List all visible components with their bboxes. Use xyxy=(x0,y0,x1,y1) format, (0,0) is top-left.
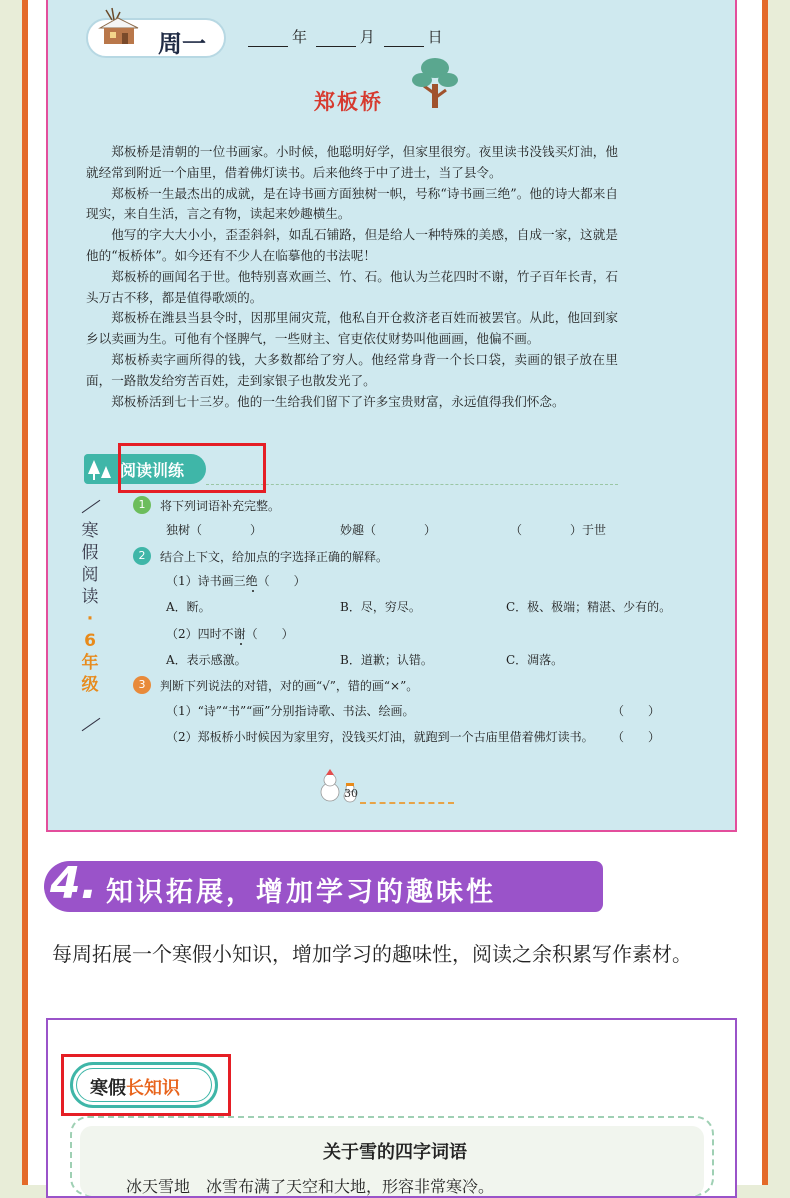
dotted-char: 绝 xyxy=(245,574,258,588)
fill-blank: 独树（ ） xyxy=(166,523,263,537)
paragraph: 他写的字大大小小，歪歪斜斜，如乱石铺路，但是给人一种特殊的美感，自成一家，这就是他的“板桥体”。如今还有不少人在临摹他的书法呢！ xyxy=(86,227,618,263)
right-orange-border xyxy=(762,0,768,1185)
question-number: 1 xyxy=(133,496,151,514)
snow-house-icon xyxy=(92,6,152,50)
dotted-char: 谢 xyxy=(233,627,246,641)
sidebar-char: 读 xyxy=(81,587,99,607)
day-header xyxy=(86,6,226,60)
year-label: 年 xyxy=(292,28,308,46)
training-divider xyxy=(206,484,618,485)
question-number: 2 xyxy=(133,547,151,565)
option: B．尽，穷尽。 xyxy=(340,600,421,614)
section-title: 知识拓展，增加学习的趣味性 xyxy=(106,877,496,908)
statement: （2）郑板桥小时候因为家里穷，没钱买灯油，就跑到一个古庙里借着佛灯读书。 xyxy=(166,730,594,744)
page-number: 30 xyxy=(344,787,358,800)
sidebar-char: 阅 xyxy=(81,565,99,585)
sidebar-char: 假 xyxy=(81,543,99,563)
option: A．断。 xyxy=(166,600,211,614)
highlight-box-training xyxy=(118,443,266,493)
option: A．表示感激。 xyxy=(166,653,247,667)
paragraph: 郑板桥活到七十三岁。他的一生给我们留下了许多宝贵财富，永远值得我们怀念。 xyxy=(111,393,565,409)
option: C．凋落。 xyxy=(506,653,564,667)
month-label: 月 xyxy=(359,28,375,46)
tree-icon xyxy=(86,458,116,482)
paragraph: 郑板桥卖字画所得的钱，大多数都给了穷人。他经常身背一个长口袋，卖画的银子放在里面，一路散发给穷苦百姓，走到家银子也散发光了。 xyxy=(86,351,618,388)
knowledge-badge-label: 寒假长知识 xyxy=(90,1078,180,1099)
answer-paren: （ ） xyxy=(612,730,661,744)
fill-blank: （ ）于世 xyxy=(510,523,607,537)
date-fill-line xyxy=(244,26,443,47)
question-text: 判断下列说法的对错，对的画“√”，错的画“×”。 xyxy=(160,679,419,693)
paragraph: 郑板桥一生最杰出的成就，是在诗书画方面独树一帜，号称“诗书画三绝”。他的诗大都来自现实，来自生活，言之有物，读起来妙趣横生。 xyxy=(86,185,618,222)
article-body xyxy=(86,142,618,412)
answer-paren: （ ） xyxy=(612,704,661,718)
sidebar-dot: · xyxy=(86,609,94,629)
paragraph: 郑板桥是清朝的一位书画家。小时候，他聪明好学，但家里很穷。夜里读书没钱买灯油，他就经常到附近一个庙里，借着佛灯读书。后来他终于中了进士，当了县令。 xyxy=(86,144,618,180)
sidebar-grade-char: 级 xyxy=(81,675,99,695)
sidebar-grade-char: 6 xyxy=(84,631,96,651)
question-number: 3 xyxy=(133,676,151,694)
knowledge-card-line: 冰天雪地 冰雪布满了天空和大地，形容非常寒冷。 xyxy=(126,1177,495,1196)
sub-question: （1）诗书画三绝（ ） xyxy=(166,574,306,588)
option: C．极、极端；精湛、少有的。 xyxy=(506,600,672,614)
day-label: 周一 xyxy=(158,29,206,58)
sidebar-char: 寒 xyxy=(81,521,99,541)
statement: （1）“诗”“书”“画”分别指诗歌、书法、绘画。 xyxy=(166,704,415,718)
section-description: 每周拓展一个寒假小知识，增加学习的趣味性，阅读之余积累写作素材。 xyxy=(52,942,692,966)
paragraph: 郑板桥在潍县当县令时，因那里闹灾荒，他私自开仓救济老百姓而被罢官。从此，他回到家乡以卖画为生。可他有个怪脾气，一些财主、官吏依仗财势叫他画画，他偏不画。 xyxy=(86,310,618,347)
knowledge-card-title: 关于雪的四字词语 xyxy=(323,1142,467,1163)
training-label: 阅读训练 xyxy=(120,461,185,480)
footer-dashes xyxy=(360,802,454,804)
section-number: 4. xyxy=(50,858,98,909)
option: B．道歉；认错。 xyxy=(340,653,433,667)
paragraph: 郑板桥的画闻名于世。他特别喜欢画兰、竹、石。他认为兰花四时不谢，竹子百年长青，石头万古不移，都是值得歌颂的。 xyxy=(86,268,618,305)
sidebar-grade-char: 年 xyxy=(81,653,99,673)
article-title: 郑板桥 xyxy=(314,89,383,114)
pine-tree-icon xyxy=(410,54,460,110)
highlight-box-knowledge xyxy=(61,1054,231,1116)
sub-question: （2）四时不谢（ ） xyxy=(166,627,294,641)
fill-blank: 妙趣（ ） xyxy=(340,523,437,537)
question-text: 结合上下文，给加点的字选择正确的解释。 xyxy=(160,550,389,564)
sidebar-vertical-title xyxy=(80,520,100,696)
day-date-label: 日 xyxy=(427,28,443,46)
question-text: 将下列词语补充完整。 xyxy=(160,499,281,513)
